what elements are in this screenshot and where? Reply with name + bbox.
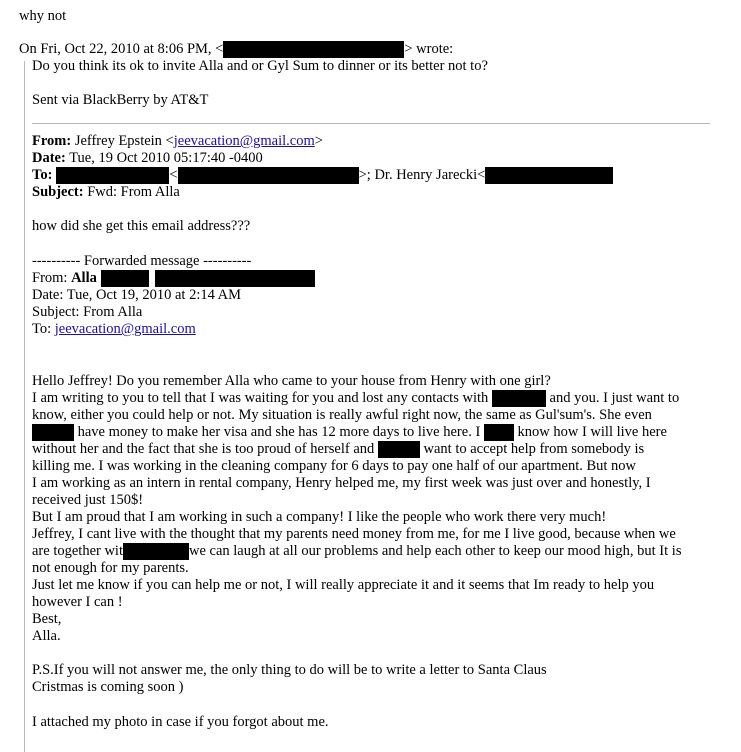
forward-from-label: From:: [32, 270, 72, 286]
body-line: Best,: [32, 611, 62, 627]
forward-divider: ---------- Forwarded message ----------: [32, 253, 252, 269]
body-line: [32, 390, 679, 407]
body-text: want to accept help from somebody is: [423, 441, 645, 457]
body-line: not enough for my parents.: [32, 560, 189, 576]
from-close: >: [314, 133, 323, 149]
redaction-block: [484, 424, 514, 441]
body-text: without her and the fact that she is too proud of herself and: [32, 441, 375, 457]
redaction-block: [32, 424, 74, 441]
to-lt: <: [169, 167, 178, 183]
body-line: I am working as an intern in rental company, Henry helped me, my first week was just over and honestly, I: [32, 475, 651, 491]
attribution-line: [19, 41, 453, 58]
header-subject: [32, 184, 180, 201]
to-mid: >; Dr. Henry Jarecki<: [358, 167, 486, 183]
body-line: received just 150$!: [32, 492, 144, 508]
redaction-block: [378, 441, 420, 458]
body-line: But I am proud that I am working in such a company! I like the people who work there very much!: [32, 509, 607, 525]
redaction-block: [155, 270, 315, 287]
from-label: From:: [32, 133, 72, 149]
redaction-block: [123, 543, 189, 560]
body-text: know how I will live here: [517, 424, 667, 440]
comment-line: how did she get this email address???: [32, 218, 251, 234]
date-value: Tue, 19 Oct 2010 05:17:40 -0400: [69, 150, 263, 166]
attribution-suffix: > wrote:: [404, 41, 454, 57]
body-line: however I can !: [32, 594, 123, 610]
attribution-prefix: On Fri, Oct 22, 2010 at 8:06 PM, <: [19, 41, 224, 57]
body-line: know, either you could help or not. My situation is really awful right now, the same as Gul'sum's. She even: [32, 407, 652, 423]
redaction-block: [223, 41, 404, 58]
body-line: killing me. I was working in the cleaning company for 6 days to pay one half of our apartment. But now: [32, 458, 637, 474]
body-text: have money to make her visa and she has 12 more days to live here. I: [77, 424, 481, 440]
body-line: Alla.: [32, 628, 61, 644]
body-line: [32, 424, 667, 441]
subject-label: Subject:: [32, 184, 84, 200]
ps-line: P.S.If you will not answer me, the only thing to do will be to write a letter to Santa Claus: [32, 662, 547, 678]
date-label: Date:: [32, 150, 66, 166]
forward-from-name: Alla: [71, 270, 97, 286]
body-line: [32, 543, 681, 560]
body-line: Hello Jeffrey! Do you remember Alla who came to your house from Henry with one girl?: [32, 373, 551, 389]
ps-line: Cristmas is coming soon ): [32, 679, 184, 695]
redaction-block: [56, 167, 169, 184]
header-divider: [32, 123, 710, 124]
redaction-block: [101, 270, 149, 287]
body-text: I am writing to you to tell that I was waiting for you and lost any contacts with: [32, 390, 489, 406]
quoted-question: Do you think its ok to invite Alla and or Gyl Sum to dinner or its better not to?: [32, 58, 488, 74]
body-line: Just let me know if you can help me or not, I will really appreciate it and it seems that Im ready to help you: [32, 577, 655, 593]
quote-bar: [24, 61, 25, 752]
forward-to: [32, 321, 196, 338]
forward-date: Date: Tue, Oct 19, 2010 at 2:14 AM: [32, 287, 242, 303]
from-name: Jeffrey Epstein <: [74, 133, 174, 149]
body-line: Jeffrey, I cant live with the thought that my parents need money from me, for me I live good, because when we: [32, 526, 676, 542]
redaction-block: [178, 167, 359, 184]
from-email-link[interactable]: jeevacation@gmail.com: [173, 133, 315, 149]
header-to: [32, 167, 613, 184]
reply-text: why not: [19, 8, 67, 24]
body-text: are together wit: [32, 543, 123, 559]
forward-to-email-link[interactable]: jeevacation@gmail.com: [54, 321, 196, 337]
forward-from: [32, 270, 315, 287]
redaction-block: [485, 167, 613, 184]
redaction-block: [492, 390, 546, 407]
attachment-note: I attached my photo in case if you forgot about me.: [32, 714, 329, 730]
body-text: and you. I just want to: [549, 390, 680, 406]
header-date: [32, 150, 263, 167]
to-label: To:: [32, 167, 53, 183]
body-text: we can laugh at all our problems and help each other to keep our mood high, but It is: [189, 543, 682, 559]
body-line: [32, 441, 644, 458]
subject-value: Fwd: From Alla: [87, 184, 180, 200]
quoted-signature: Sent via BlackBerry by AT&T: [32, 92, 209, 108]
forward-subject: Subject: From Alla: [32, 304, 143, 320]
header-from: [32, 133, 323, 150]
forward-to-label: To:: [32, 321, 55, 337]
